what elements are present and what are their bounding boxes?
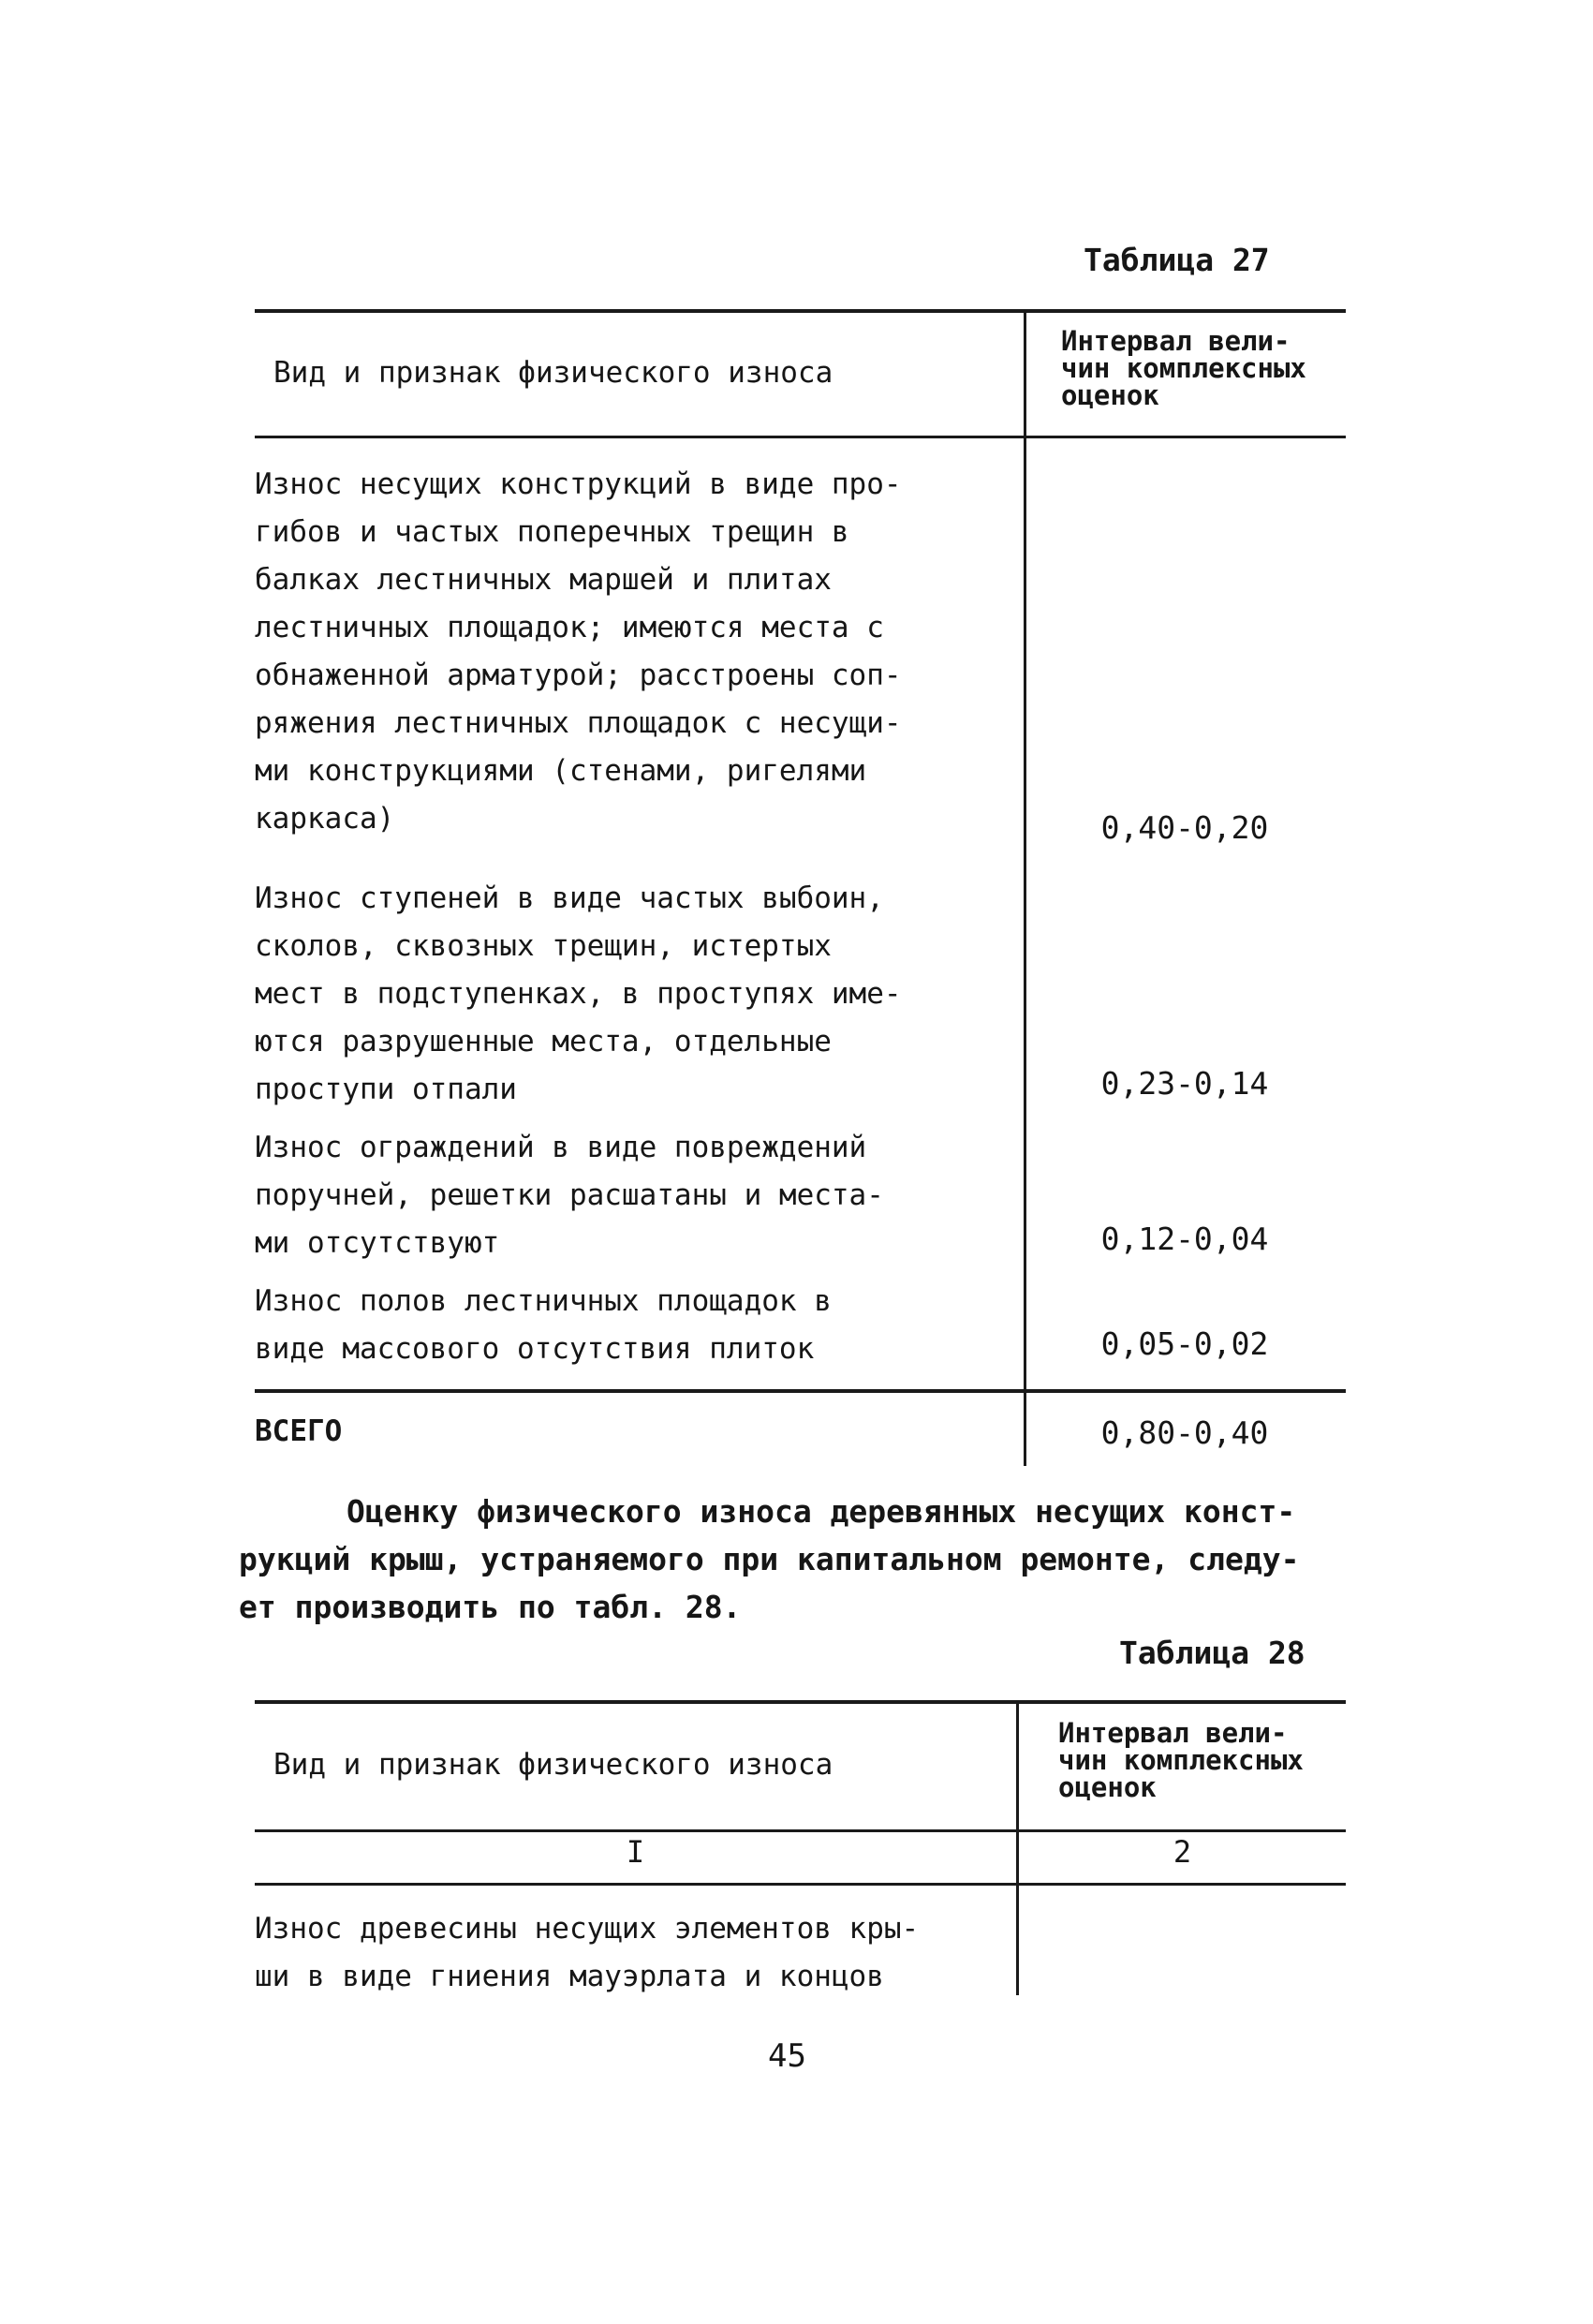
table-27-column-divider [1024,312,1026,1466]
table-27-row-1-value: 0,40-0,20 [1100,809,1269,846]
text-line: обнаженной арматурой; расстроены соп- [255,659,902,692]
table-28-number-rule [255,1883,1346,1886]
text-line: балках лестничных маршей и плитах [255,563,832,597]
table-27-header-left: Вид и признак физического износа [273,356,833,390]
table-27-row-2-value: 0,23-0,14 [1100,1065,1269,1102]
table-27-total-label: ВСЕГО [255,1414,343,1448]
table-27-top-rule [255,309,1346,313]
table-28-header-right [1058,1717,1304,1803]
text-line: Износ древесины несущих элементов кры- [255,1912,920,1946]
table-28-top-rule [255,1700,1346,1704]
table-28-col-number-2: 2 [1173,1834,1192,1870]
text-line: виде массового отсутствия плиток [255,1332,815,1366]
page-number: 45 [768,2037,806,2075]
table-28-header-right-line: чин комплексных [1058,1744,1304,1776]
table-27-row-3-value: 0,12-0,04 [1100,1221,1269,1257]
table-27-header-right-line: чин комплексных [1061,352,1306,384]
table-28-header-right-line: оценок [1058,1771,1157,1803]
text-line: ши в виде гниения мауэрлата и концов [255,1960,884,1993]
table-27-header-rule [255,436,1346,438]
text-line: Износ полов лестничных площадок в [255,1284,832,1318]
paragraph-line: Оценку физического износа деревянных несущих конст- [347,1493,1296,1530]
table-28-header-right-line: Интервал вели- [1058,1717,1288,1749]
text-line: ми конструкциями (стенами, ригелями [255,754,867,788]
table-27-row-2-text [255,875,902,1114]
table-27-row-3-text [255,1124,884,1267]
table-28-header-left: Вид и признак физического износа [273,1748,833,1782]
text-line: сколов, сквозных трещин, истертых [255,929,832,963]
table-28-row-1-text [255,1905,919,2001]
text-line: гибов и частых поперечных трещин в [255,515,849,549]
table-27-header-right [1061,325,1306,411]
text-line: ряжения лестничных площадок с несущи- [255,706,902,740]
paragraph-line: ет производить по табл. 28. [239,1589,742,1625]
text-line: ются разрушенные места, отдельные [255,1025,832,1058]
table-28-header-rule [255,1829,1346,1832]
text-line: каркаса) [255,802,395,836]
table-27-row-1-text [255,461,902,843]
text-line: Износ ступеней в виде частых выбоин, [255,881,884,915]
paragraph-line: рукций крыш, устраняемого при капитальном ремонте, следу- [239,1541,1300,1577]
table-27-header-right-line: оценок [1061,379,1159,411]
table-27-caption: Таблица 27 [1084,242,1270,278]
body-paragraph [239,1488,1299,1631]
text-line: поручней, решетки расшатаны и места- [255,1178,884,1212]
text-line: ми отсутствуют [255,1226,500,1260]
table-28-col-number-1: I [626,1834,645,1870]
table-27-row-4-text [255,1278,832,1373]
text-line: мест в подступенках, в проступях име- [255,977,902,1011]
text-line: лестничных площадок; имеются места с [255,611,884,644]
text-line: проступи отпали [255,1073,517,1106]
table-27-total-rule [255,1389,1346,1393]
table-27-row-4-value: 0,05-0,02 [1100,1325,1269,1362]
table-27-header-right-line: Интервал вели- [1061,325,1291,357]
text-line: Износ ограждений в виде повреждений [255,1131,867,1164]
table-28-caption: Таблица 28 [1119,1635,1305,1671]
text-line: Износ несущих конструкций в виде про- [255,467,902,501]
table-27-total-value: 0,80-0,40 [1100,1414,1269,1451]
